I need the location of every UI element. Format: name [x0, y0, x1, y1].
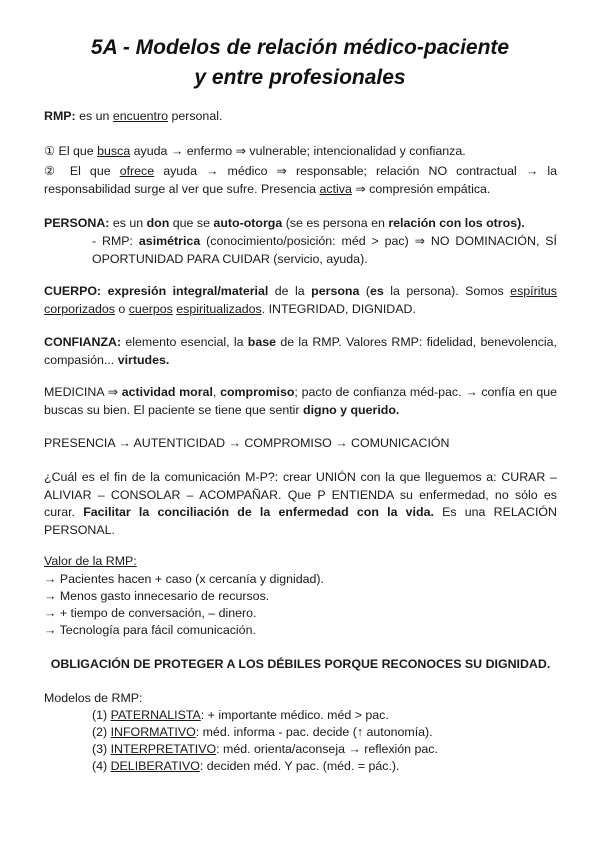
obligacion-heading: OBLIGACIÓN DE PROTEGER A LOS DÉBILES PORQUE RECONOCES SU DIGNIDAD.	[50, 657, 551, 671]
rmp-definition: RMP: es un encuentro personal.	[44, 109, 223, 123]
valor-item: → Menos gasto innecesario de recursos.	[44, 589, 270, 603]
modelo-item: (3) INTERPRETATIVO: méd. orienta/aconseja → reflexión pac.	[92, 742, 438, 756]
persona-paragraph: PERSONA: es un don que se auto-otorga (se es persona en relación con los otros).	[44, 216, 525, 230]
valor-item: → Tecnología para fácil comunicación.	[44, 623, 256, 637]
valor-item: → Pacientes hacen + caso (x cercanía y dignidad).	[44, 572, 324, 586]
modelo-item: (1) PATERNALISTA: + importante médico. méd > pac.	[92, 708, 389, 722]
valor-item: → + tiempo de conversación, – dinero.	[44, 606, 257, 620]
page-title	[0, 33, 600, 93]
valor-heading: Valor de la RMP:	[44, 554, 137, 568]
title-line-2: y entre profesionales	[194, 66, 406, 89]
point-1: ① El que busca ayuda → enfermo ⇒ vulnerable; intencionalidad y confianza.	[44, 144, 466, 158]
point-2: ② El que ofrece ayuda → médico ⇒ responsable; relación NO contractual → la responsabilidad surge al ver que sufre. Presencia activa ⇒ compresión empática.	[44, 164, 557, 196]
fin-paragraph: ¿Cuál es el fin de la comunicación M-P?: crear UNIÓN con la que lleguemos a: CURAR – ALIVIAR – CONSOLAR – ACOMPAÑAR. Que P ENTIENDA su enfermedad, no sólo es curar. Facilitar la conciliación de la enfermedad con la vida. Es una RELACIÓN PERSONAL.	[44, 470, 557, 537]
modelo-item: (2) INFORMATIVO: méd. informa - pac. decide (↑ autonomía).	[92, 725, 433, 739]
cuerpo-paragraph: CUERPO: expresión integral/material de la persona (es la persona). Somos espíritus corporizados o cuerpos espiritualizados. INTEGRIDAD, DIGNIDAD.	[44, 284, 557, 316]
presencia-line: PRESENCIA → AUTENTICIDAD → COMPROMISO → COMUNICACIÓN	[44, 436, 450, 450]
modelo-item: (4) DELIBERATIVO: deciden méd. Y pac. (méd. = pác.).	[92, 759, 400, 773]
medicina-paragraph: MEDICINA ⇒ actividad moral, compromiso; pacto de confianza méd-pac. → confía en que buscas su bien. El paciente se tiene que sentir digno y querido.	[44, 385, 557, 417]
modelos-heading: Modelos de RMP:	[44, 691, 143, 705]
persona-subitem: - RMP: asimétrica (conocimiento/posición: méd > pac) ⇒ NO DOMINACIÓN, SÍ OPORTUNIDAD PARA CUIDAR (servicio, ayuda).	[92, 234, 557, 266]
confianza-paragraph: CONFIANZA: elemento esencial, la base de la RMP. Valores RMP: fidelidad, benevolencia, compasión... virtudes.	[44, 335, 557, 367]
title-line-1: 5A - Modelos de relación médico-paciente	[90, 36, 510, 59]
